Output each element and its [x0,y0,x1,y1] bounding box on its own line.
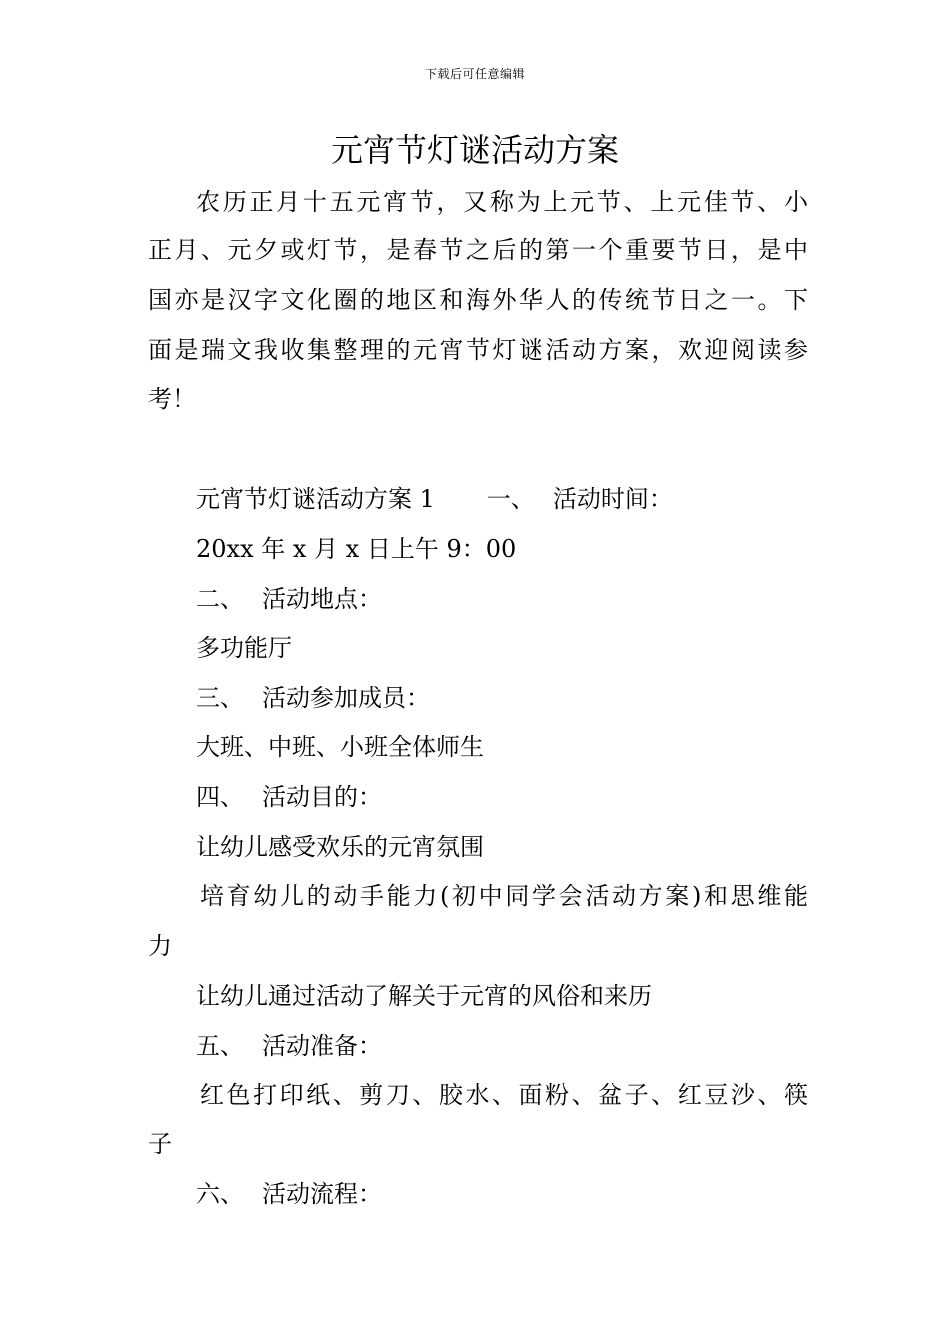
section-heading [196,582,808,616]
intro-line: 正月、元夕或灯节，是春节之后的第一个重要节日，是中 [148,236,808,264]
section-heading [196,681,808,715]
intro-line: 国亦是汉字文化圈的地区和海外华人的传统节日之一。下 [148,286,808,314]
section-number: 五、 [196,1032,244,1060]
purpose-item: 培育幼儿的动手能力(初中同学会活动方案)和思维能 [200,882,808,910]
intro-line: 考！ [148,385,196,413]
intro-line: 农历正月十五元宵节，又称为上元节、上元佳节、小 [196,188,808,216]
section-label: 活动流程： [262,1180,382,1208]
prep-item: 红色打印纸、剪刀、胶水、面粉、盆子、红豆沙、筷 [200,1081,808,1109]
section-number: 一、 [486,485,535,513]
section-label: 活动准备： [262,1032,382,1060]
purpose-item: 让幼儿通过活动了解关于元宵的风俗和来历 [196,982,652,1010]
plan-heading-row [196,482,808,516]
members-value: 大班、中班、小班全体师生 [196,733,484,761]
section-number: 四、 [196,783,244,811]
section-number: 二、 [196,585,244,613]
section-label: 活动目的： [262,783,382,811]
plan-heading: 元宵节灯谜活动方案 1 [196,485,435,513]
section-heading [196,780,808,814]
section-label: 活动参加成员： [262,684,430,712]
section-number: 六、 [196,1180,244,1208]
document-title: 元宵节灯谜活动方案 [330,131,619,169]
place-value: 多功能厅 [196,634,292,662]
prep-item-continued: 子 [148,1130,172,1158]
time-value: 20xx 年 x 月 x 日上午 9：00 [196,535,517,563]
section-number: 三、 [196,684,244,712]
section-heading [196,1029,808,1063]
header-note: 下载后可任意编辑 [424,67,525,81]
section-label: 活动时间： [552,485,673,513]
purpose-item-continued: 力 [148,932,172,960]
section-heading [196,1177,808,1211]
intro-line: 面是瑞文我收集整理的元宵节灯谜活动方案，欢迎阅读参 [148,336,808,364]
section-label: 活动地点： [262,585,382,613]
purpose-item: 让幼儿感受欢乐的元宵氛围 [196,833,484,861]
